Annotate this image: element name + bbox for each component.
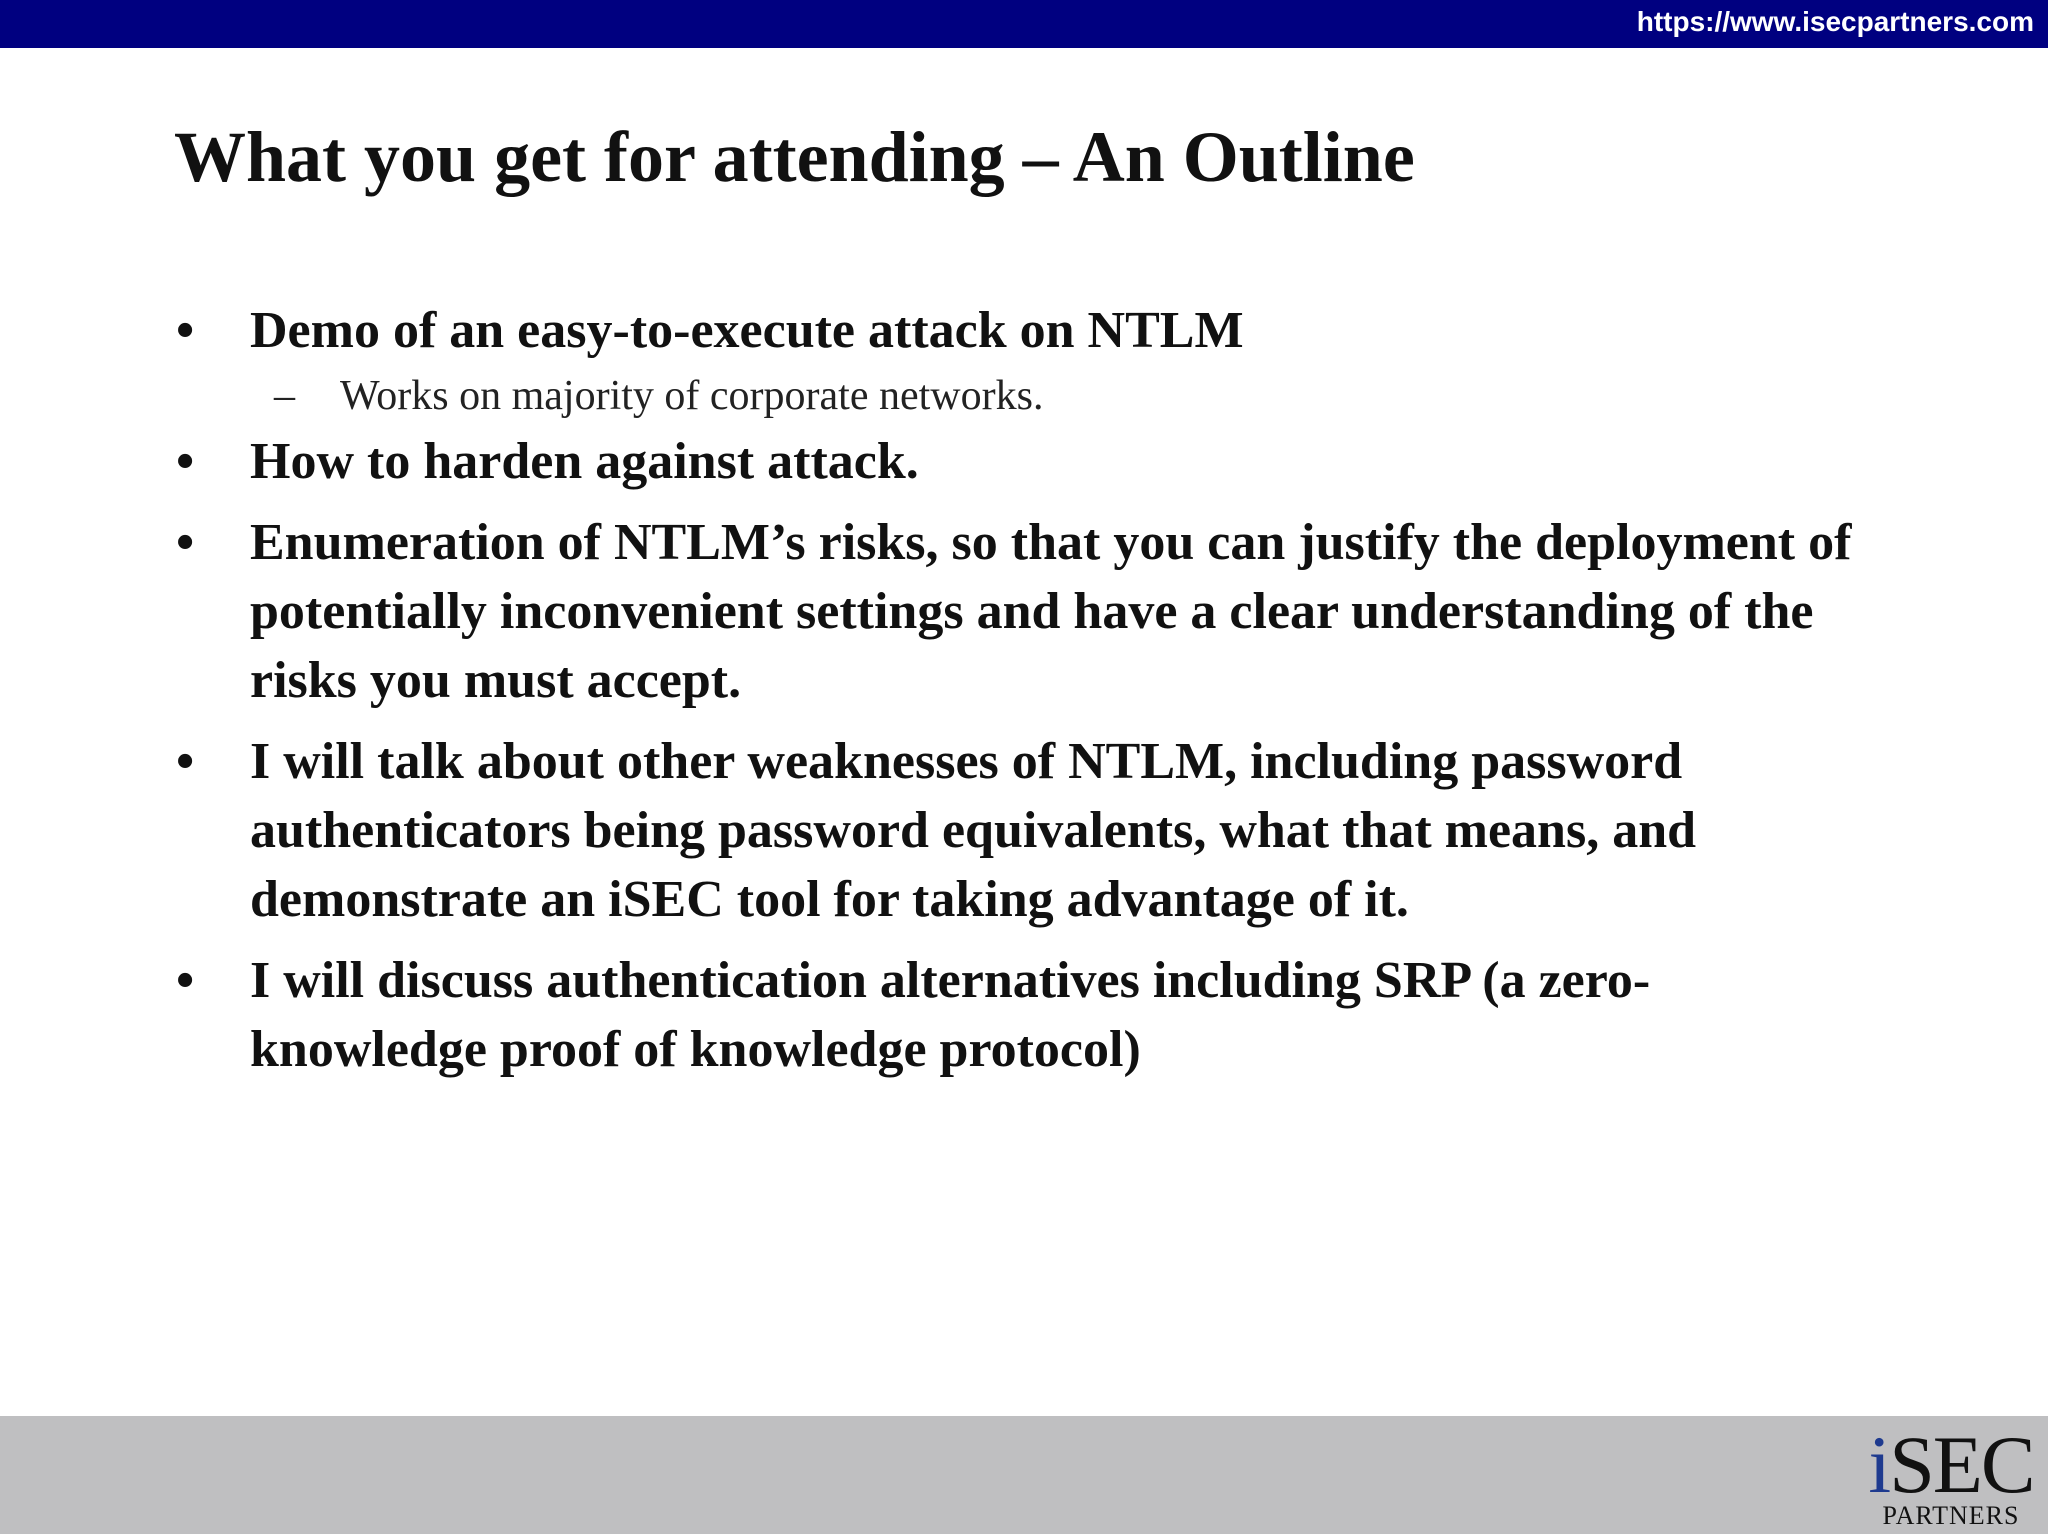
isec-partners-logo [1866, 1419, 2036, 1530]
sub-bullet-marker: – [274, 373, 295, 419]
bullet-text: How to harden against attack. [250, 433, 919, 490]
bullet-marker: • [176, 733, 195, 790]
footer-bar [0, 1416, 2048, 1534]
bullet-marker: • [176, 952, 195, 1009]
bullet-item [174, 727, 1854, 934]
sub-bullet-item [174, 365, 1854, 427]
logo-i: i [1868, 1419, 1890, 1510]
bullet-text: I will discuss authentication alternatives including SRP (a zero-knowledge proof of knowledge protocol) [250, 952, 1651, 1078]
bullet-text: I will talk about other weaknesses of NTLM, including password authenticators being password equivalents, what that means, and demonstrate an iSEC tool for taking advantage of it. [250, 733, 1697, 928]
bullet-text: Demo of an easy-to-execute attack on NTLM [250, 302, 1244, 359]
bullet-item [174, 427, 1854, 496]
slide-title: What you get for attending – An Outline [174, 117, 1415, 197]
sub-bullet-text: Works on majority of corporate networks. [340, 373, 1044, 419]
bullet-text: Enumeration of NTLM’s risks, so that you can justify the deployment of potentially inconvenient settings and have a clear understanding of the risks you must accept. [250, 514, 1852, 709]
bullet-list [174, 296, 1854, 1084]
bullet-item [174, 508, 1854, 715]
bullet-marker: • [176, 514, 195, 571]
header-bar [0, 0, 2048, 48]
logo-sec: SEC [1889, 1419, 2034, 1510]
bullet-item [174, 296, 1854, 365]
logo-wordmark [1866, 1419, 2036, 1510]
logo-subtitle: PARTNERS [1882, 1501, 2020, 1530]
bullet-marker: • [176, 433, 195, 490]
bullet-item [174, 946, 1854, 1084]
header-url: https://www.isecpartners.com [1636, 6, 2034, 37]
bullet-marker: • [176, 302, 195, 359]
